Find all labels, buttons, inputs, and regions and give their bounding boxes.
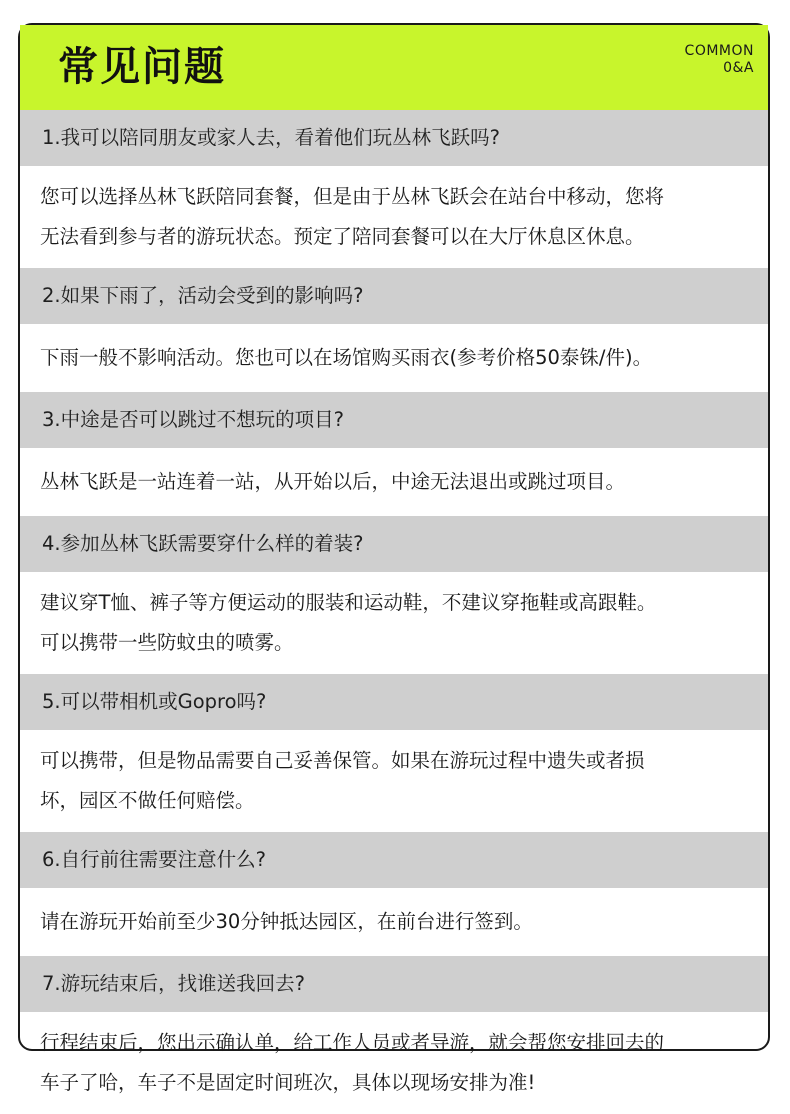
faq-answer-4 [20,572,768,674]
answer-line: 请在游玩开始前至少30分钟抵达园区，在前台进行签到。 [40,910,533,933]
faq-question-4: 4.参加丛林飞跃需要穿什么样的着装? [20,516,768,572]
faq-answer-7 [20,1012,768,1114]
faq-answer-2 [20,324,768,392]
header-tag-line-1: COMMON [684,43,754,59]
faq-question-6: 6.自行前往需要注意什么? [20,832,768,888]
answer-line: 坏，园区不做任何赔偿。 [40,789,255,812]
answer-line: 可以携带一些防蚊虫的喷雾。 [40,631,294,654]
header-tag [685,43,754,77]
faq-header [20,25,768,110]
faq-card [18,23,770,1094]
header-tag-line-2: 0&A [723,60,754,76]
answer-line: 行程结束后，您出示确认单，给工作人员或者导游，就会帮您安排回去的 [40,1031,665,1054]
answer-line: 无法看到参与者的游玩状态。预定了陪同套餐可以在大厅休息区休息。 [40,225,645,248]
faq-answer-3 [20,448,768,516]
answer-line: 可以携带，但是物品需要自己妥善保管。如果在游玩过程中遗失或者损 [40,749,645,772]
answer-line: 您可以选择丛林飞跃陪同套餐，但是由于丛林飞跃会在站台中移动，您将 [40,185,665,208]
faq-question-3: 3.中途是否可以跳过不想玩的项目? [20,392,768,448]
faq-question-2: 2.如果下雨了，活动会受到的影响吗? [20,268,768,324]
faq-question-5: 5.可以带相机或Gopro吗? [20,674,768,730]
faq-question-1: 1.我可以陪同朋友或家人去，看着他们玩丛林飞跃吗? [20,110,768,166]
faq-list [20,110,768,1114]
answer-line: 下雨一般不影响活动。您也可以在场馆购买雨衣(参考价格50泰铢/件)。 [40,346,653,369]
answer-line: 丛林飞跃是一站连着一站，从开始以后，中途无法退出或跳过项目。 [40,470,626,493]
answer-line: 车子了哈，车子不是固定时间班次，具体以现场安排为准! [40,1071,536,1094]
page-title: 常见问题 [58,44,226,90]
answer-line: 建议穿T恤、裤子等方便运动的服装和运动鞋，不建议穿拖鞋或高跟鞋。 [40,591,657,614]
faq-answer-1 [20,166,768,268]
faq-answer-5 [20,730,768,832]
faq-answer-6 [20,888,768,956]
faq-question-7: 7.游玩结束后，找谁送我回去? [20,956,768,1012]
